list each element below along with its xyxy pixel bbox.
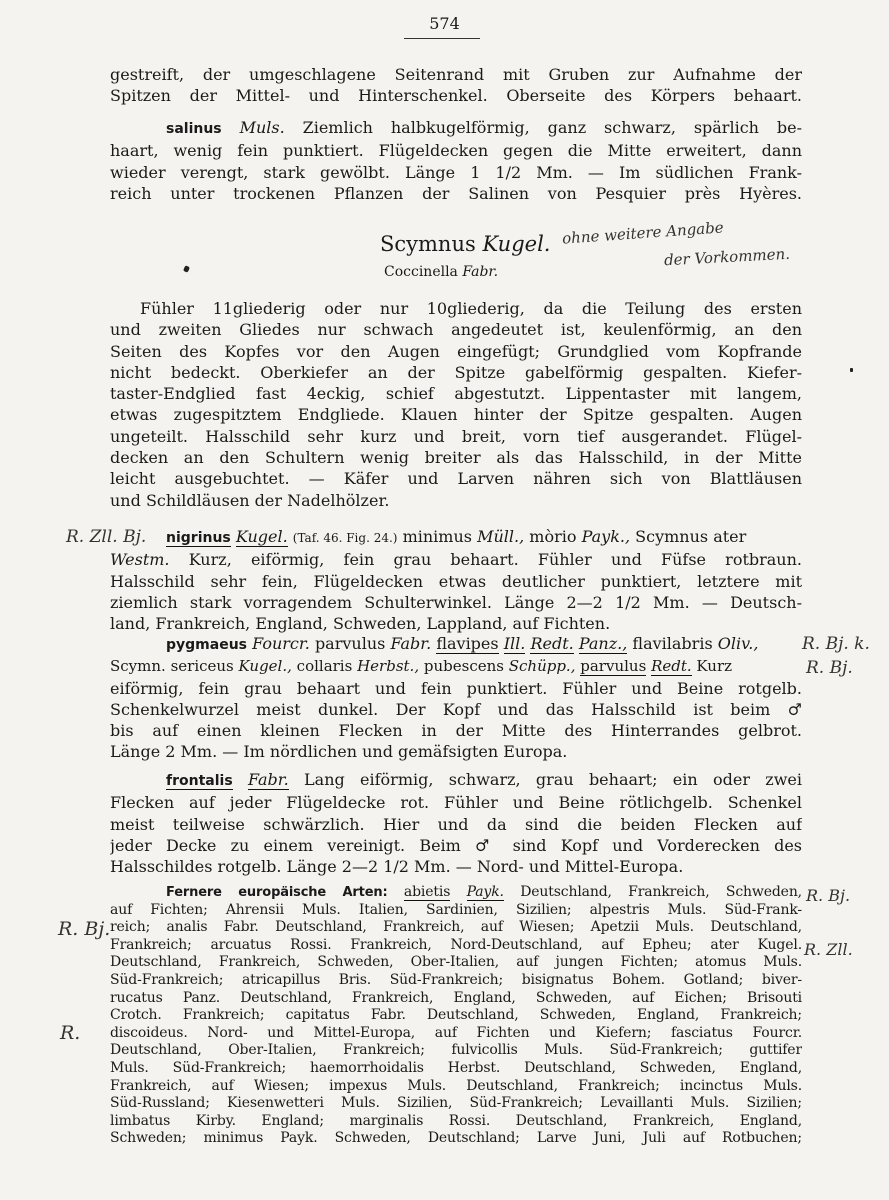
intro-paragraph xyxy=(110,64,802,107)
species-author: Kugel. xyxy=(235,527,288,546)
species-pygmaeus xyxy=(110,633,802,763)
text-line: discoideus. Nord- und Mittel-Europa, auf Fichten und Kiefern; fasciatus Fourcr. xyxy=(110,1024,802,1041)
text-line: eiförmig, fein grau behaart und fein punktiert. Fühler und Beine rotgelb. xyxy=(110,678,802,698)
text-line: Deutschland, Frankreich, Schweden, Ober-Italien, auf jungen Fichten; atomus Muls. xyxy=(110,954,802,971)
text-line: etwas zugespitztem Endgliede. Klauen hinter der Spitze gespalten. Augen xyxy=(110,405,802,425)
genus-synonym xyxy=(384,264,498,280)
species-name: pygmaeus xyxy=(166,637,247,653)
species-name: nigrinus xyxy=(166,530,231,546)
handwritten-note: der Vorkommen. xyxy=(663,244,791,270)
ink-mark xyxy=(183,265,190,273)
text-line: Fühler 11gliederig oder nur 10gliederig, da die Teilung des ersten xyxy=(140,299,802,318)
text-line: Schenkelwurzel meist dunkel. Der Kopf und das Halsschild ist beim ♂ xyxy=(110,699,802,719)
species-first-line xyxy=(110,117,802,140)
handwritten-note: R. Zll. Bj. xyxy=(66,527,147,547)
text-line: jeder Decke zu einem vereinigt. Beim ♂ sind Kopf und Vorderecken des xyxy=(110,835,802,855)
text-line: und zweiten Gliedes nur schwach angedeutet ist, keulenförmig, an den xyxy=(110,320,802,340)
text-line: reich unter trockenen Pflanzen der Salinen von Pesquier près Hyères. xyxy=(110,183,802,203)
text-line: auf Fichten; Ahrensii Muls. Italien, Sardinien, Sizilien; alpestris Muls. Süd-Frank- xyxy=(110,901,802,918)
handwritten-note: R. Zll. xyxy=(804,940,853,959)
species-name: frontalis xyxy=(166,773,233,789)
text-line: und Schildläusen der Nadelhölzer. xyxy=(110,490,390,510)
species-author: Muls. xyxy=(239,118,285,137)
genus-synonym-author: Fabr. xyxy=(462,264,499,280)
species-frontalis xyxy=(110,769,802,877)
handwritten-note: R. xyxy=(60,1022,81,1044)
species-first-line: nigrinus Kugel. (Taf. 46. Fig. 24.) minimus Müll., mòrio Payk., Scymnus ater xyxy=(166,527,747,546)
species-first-line: pygmaeus Fourcr. parvulus Fabr. flavipes Ill. Redt. Panz., flavilabris Oliv., xyxy=(166,634,759,653)
page-number: 574 xyxy=(429,14,460,33)
text-line: ziemlich stark vorragendem Schulterwinkel. Länge 2—2 1/2 Mm. — Deutsch- xyxy=(110,592,802,612)
text-line: Spitzen der Mittel- und Hinterschenkel. Oberseite des Körpers behaart. xyxy=(110,86,802,106)
species-name: salinus xyxy=(166,121,222,137)
text-line: Schweden; minimus Payk. Schweden, Deutschland; Larve Juni, Juli auf Rotbuchen; xyxy=(110,1130,802,1147)
text-line: Crotch. Frankreich; capitatus Fabr. Deutschland, Schweden, England, Frankreich; xyxy=(110,1007,802,1024)
handwritten-note: R. Bj. xyxy=(806,886,851,905)
text-line: gestreift, der umgeschlagene Seitenrand mit Gruben zur Aufnahme der xyxy=(110,65,802,84)
text-line: nicht bedeckt. Oberkiefer an der Spitze gabelförmig gespalten. Kiefer- xyxy=(110,362,802,382)
species-text: Ziemlich halbkugelförmig, ganz schwarz, spärlich be- xyxy=(302,118,802,137)
handwritten-note: ohne weitere Angabe xyxy=(561,218,725,248)
text-line: meist teilweise schwärzlich. Hier und da sind die beiden Flecken auf xyxy=(110,814,802,834)
text-line: Halsschild sehr fein, Flügeldecken etwas deutlicher punktiert, letztere mit xyxy=(110,571,802,591)
handwritten-note: R. Bj. xyxy=(58,918,111,940)
text-line: Länge 2 Mm. — Im nördlichen und gemäfsigten Europa. xyxy=(110,742,568,762)
further-species xyxy=(110,884,802,1148)
text-line: bis auf einen kleinen Flecken in der Mitte des Hinterrandes gelbrot. xyxy=(110,721,802,741)
text-line: haart, wenig fein punktiert. Flügeldecken gegen die Mitte erweitert, dann xyxy=(110,141,802,161)
text-line: leicht ausgebuchtet. — Käfer und Larven nähren sich von Blattläusen xyxy=(110,469,802,489)
handwritten-note: R. Bj. k. xyxy=(802,634,870,654)
text-line: Deutschland, Ober-Italien, Frankreich; fulvicollis Muls. Süd-Frankreich; guttifer xyxy=(110,1042,802,1059)
species-first-line: frontalis Fabr. Lang eiförmig, schwarz, grau behaart; ein oder zwei xyxy=(166,770,802,789)
text-line: land, Frankreich, England, Schweden, Lappland, auf Fichten. xyxy=(110,614,611,634)
text-line: Halsschildes rotgelb. Länge 2—2 1/2 Mm. — Nord- und Mittel-Europa. xyxy=(110,857,684,877)
handwritten-note: R. Bj. xyxy=(806,658,853,678)
text-line: ungeteilt. Halsschild sehr kurz und breit, vorn tief ausgerandet. Flügel- xyxy=(110,426,802,446)
genus-synonym-name: Coccinella xyxy=(384,264,458,280)
further-species-first-line: Fernere europäische Arten: abietis Payk. Deutschland, Frankreich, Schweden, xyxy=(166,884,802,900)
page-number-rule xyxy=(404,38,480,39)
text-line: rucatus Panz. Deutschland, Frankreich, England, Schweden, auf Eichen; Brisouti xyxy=(110,989,802,1006)
text-line: wieder verengt, stark gewölbt. Länge 1 1/2 Mm. — Im südlichen Frank- xyxy=(110,162,802,182)
text-line: Seiten des Kopfes vor den Augen eingefügt; Grundglied vom Kopfrande xyxy=(110,341,802,361)
text-line: Westm. Kurz, eiförmig, fein grau behaart. Fühler und Füfse rotbraun. xyxy=(110,550,802,570)
genus-description xyxy=(110,298,802,511)
text-line: Flecken auf jeder Flügeldecke rot. Fühler und Beine rötlichgelb. Schenkel xyxy=(110,793,802,813)
genus-heading xyxy=(380,232,550,256)
text-line: Frankreich; arcuatus Rossi. Frankreich, Nord-Deutschland, auf Epheu; ater Kugel. xyxy=(110,936,802,953)
text-line: Muls. Süd-Frankreich; haemorrhoidalis Herbst. Deutschland, Schweden, England, xyxy=(110,1059,802,1076)
text-line: reich; analis Fabr. Deutschland, Frankreich, auf Wiesen; Apetzii Muls. Deutschland, xyxy=(110,919,802,936)
text-line: Frankreich, auf Wiesen; impexus Muls. Deutschland, Frankreich; incinctus Muls. xyxy=(110,1077,802,1094)
text-line: Scymn. sericeus Kugel., collaris Herbst., pubescens Schüpp., parvulus Redt. Kurz xyxy=(110,657,733,676)
text-line: taster-Endglied fast 4eckig, schief abgestutzt. Lippentaster mit langem, xyxy=(110,384,802,404)
genus-name: Scymnus xyxy=(380,232,476,256)
ink-mark xyxy=(850,368,853,372)
text-line: limbatus Kirby. England; marginalis Rossi. Deutschland, Frankreich, England, xyxy=(110,1112,802,1129)
genus-author: Kugel. xyxy=(482,232,551,256)
text-line: decken an den Schultern wenig breiter als das Halsschild, in der Mitte xyxy=(110,448,802,468)
species-salinus xyxy=(110,117,802,204)
species-nigrinus xyxy=(110,526,802,634)
text-line: Süd-Russland; Kiesenwetteri Muls. Sizilien, Süd-Frankreich; Levaillanti Muls. Sizilien; xyxy=(110,1095,802,1112)
plate-reference: (Taf. 46. Fig. 24.) xyxy=(292,531,398,545)
text-line: Süd-Frankreich; atricapillus Bris. Süd-Frankreich; bisignatus Bohem. Gotland; biver- xyxy=(110,971,802,988)
further-species-heading: Fernere europäische Arten: xyxy=(166,885,388,900)
